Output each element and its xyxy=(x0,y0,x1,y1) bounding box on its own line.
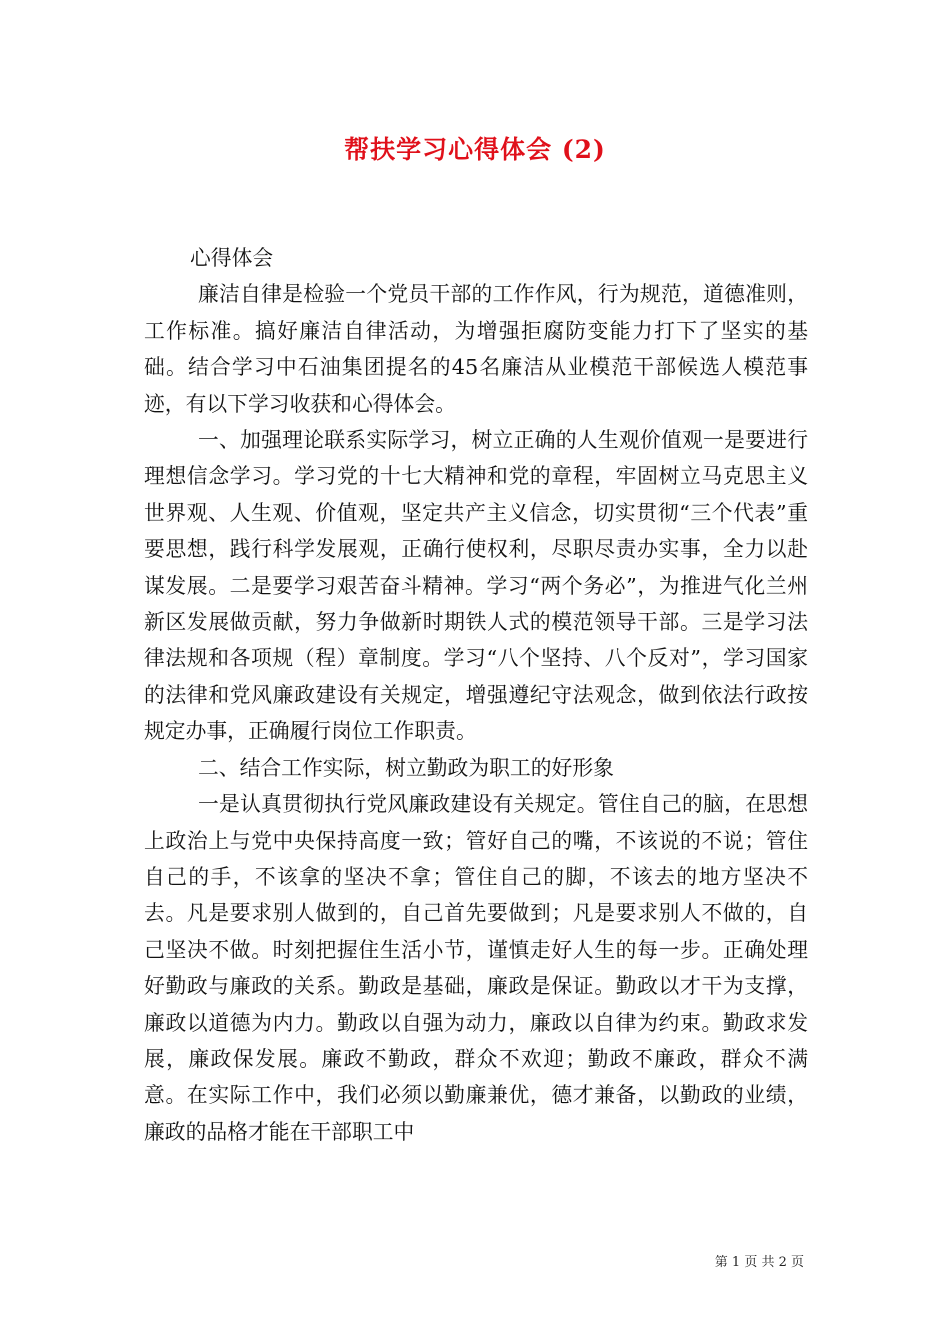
section-heading: 心得体会 xyxy=(190,246,274,270)
body-paragraph: 廉洁自律是检验一个党员干部的工作作风，行为规范，道德准则，工作标准。搞好廉洁自律活动，为增强拒腐防变能力打下了坚实的基础。结合学习中石油集团提名的45名廉洁从业模范干部候选人模范事迹，有以下学习收获和心得体会。 xyxy=(144,282,808,416)
body-paragraph: 一是认真贯彻执行党风廉政建设有关规定。管住自己的脑，在思想上政治上与党中央保持高度一致；管好自己的嘴，不该说的不说；管住自己的手，不该拿的坚决不拿；管住自己的脚，不该去的地方坚决不去。凡是要求别人做到的，自己首先要做到；凡是要求别人不做的，自己坚决不做。时刻把握住生活小节，谨慎走好人生的每一步。正确处理好勤政与廉政的关系。勤政是基础，廉政是保证。勤政以才干为支撑，廉政以道德为内力。勤政以自强为动力，廉政以自律为约束。勤政求发展，廉政保发展。廉政不勤政，群众不欢迎；勤政不廉政，群众不满意。在实际工作中，我们必须以勤廉兼优，德才兼备，以勤政的业绩，廉政的品格才能在干部职工中 xyxy=(144,792,808,1144)
page-number: 第 1 页 共 2 页 xyxy=(714,1255,804,1270)
document-title: 帮扶学习心得体会 (2) xyxy=(344,135,606,164)
body-paragraph: 二、结合工作实际，树立勤政为职工的好形象 xyxy=(198,755,614,780)
body-paragraph: 一、加强理论联系实际学习，树立正确的人生观价值观一是要进行理想信念学习。学习党的十七大精神和党的章程，牢固树立马克思主义世界观、人生观、价值观，坚定共产主义信念，切实贯彻“三个代表”重要思想，践行科学发展观，正确行使权利，尽职尽责办实事，全力以赴谋发展。二是要学习艰苦奋斗精神。学习“两个务必”，为推进气化兰州新区发展做贡献，努力争做新时期铁人式的模范领导干部。三是学习法律法规和各项规（程）章制度。学习“八个坚持、八个反对”，学习国家的法律和党风廉政建设有关规定，增强遵纪守法观念，做到依法行政按规定办事，正确履行岗位工作职责。 xyxy=(144,428,808,744)
document-body xyxy=(144,240,808,1150)
